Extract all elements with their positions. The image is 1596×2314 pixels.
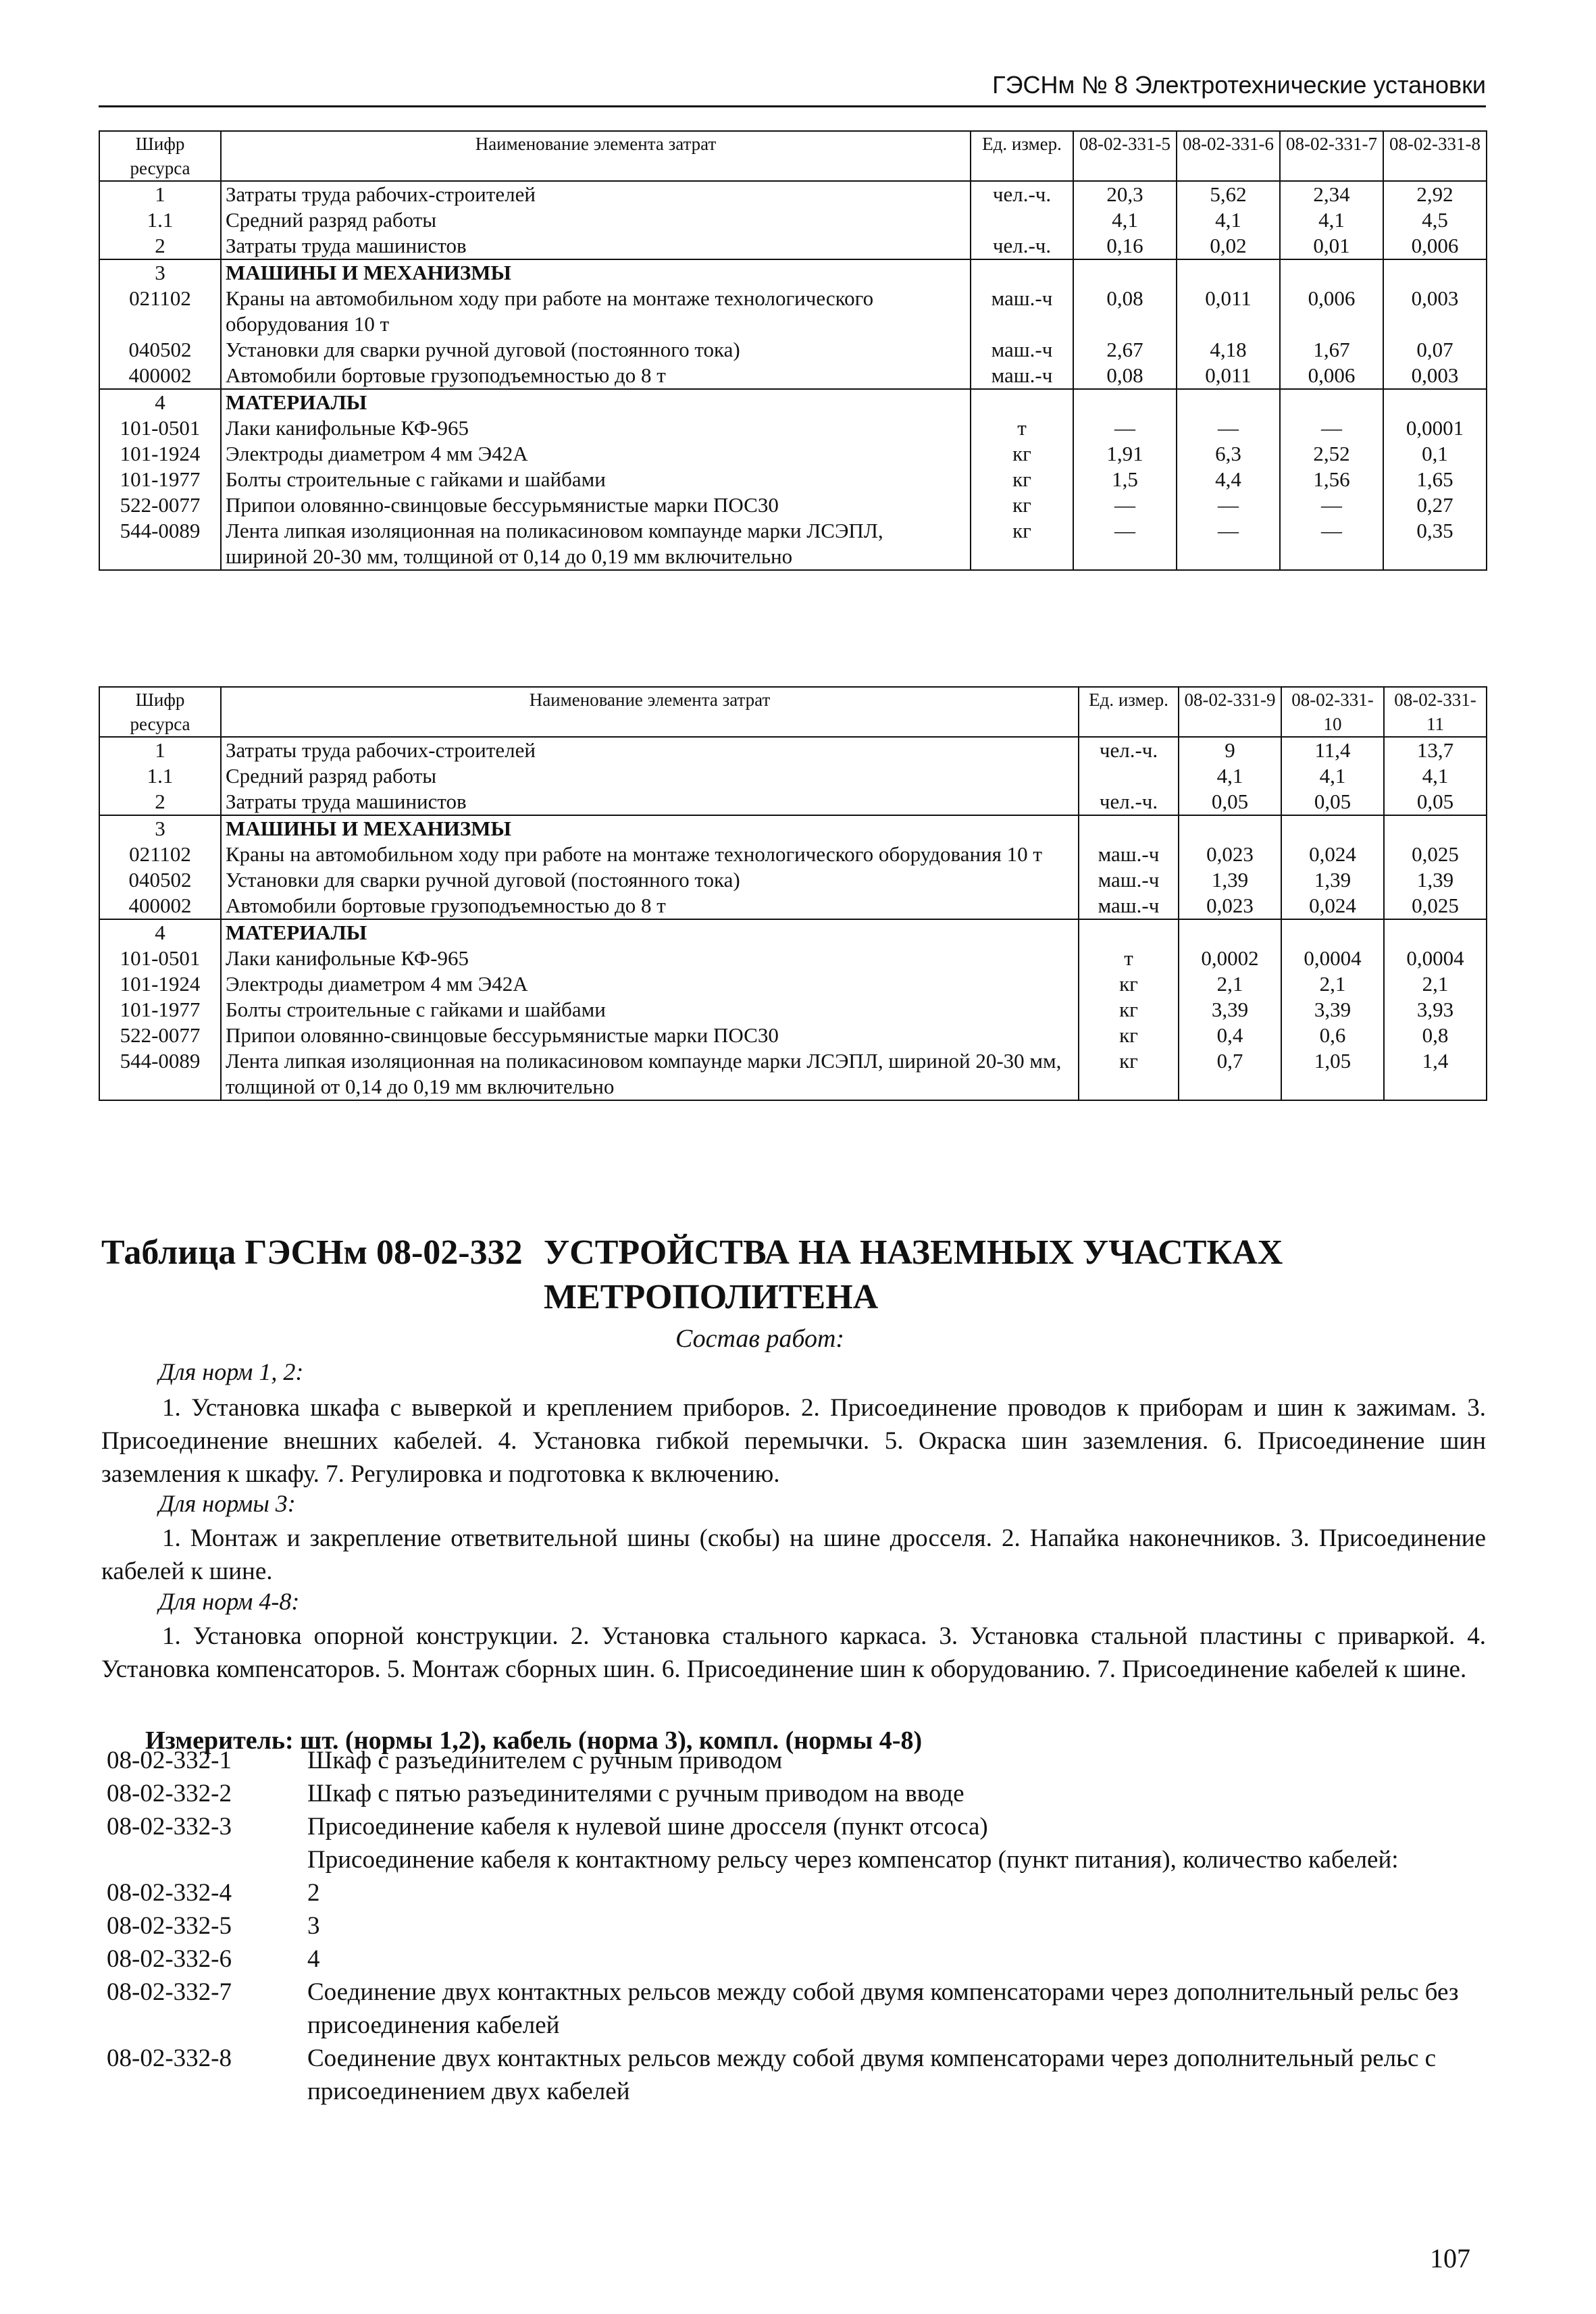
table-row <box>99 389 1487 415</box>
header-code: Шифр ресурса <box>99 687 221 737</box>
resource-value: 20,3 <box>1073 181 1177 207</box>
resource-value: 0,024 <box>1281 893 1384 919</box>
resource-value: 0,4 <box>1179 1023 1281 1048</box>
resource-name: Лента липкая изоляционная на поликасиновом компаунде марки ЛСЭПЛ, шириной 20-30 мм, толщиной от 0,14 до 0,19 мм включительно <box>221 518 971 570</box>
resource-code: 1.1 <box>99 763 221 789</box>
resource-unit: маш.-ч <box>1079 842 1179 867</box>
resource-name: Затраты труда машинистов <box>221 233 971 259</box>
resource-value: 0,1 <box>1383 441 1487 467</box>
resource-value: 0,01 <box>1280 233 1383 259</box>
measure-unit: Измеритель: шт. (нормы 1,2), кабель (норма 3), компл. (нормы 4-8) <box>145 1726 923 1755</box>
resource-value: 0,025 <box>1384 842 1487 867</box>
composition-title: Состав работ: <box>675 1325 845 1353</box>
resource-unit: т <box>971 415 1073 441</box>
header-col: 08-02-331-5 <box>1073 131 1177 181</box>
resource-value: 0,006 <box>1383 233 1487 259</box>
resource-value: 1,39 <box>1384 867 1487 893</box>
resource-unit: чел.-ч. <box>971 181 1073 207</box>
resource-value: 3,39 <box>1179 997 1281 1023</box>
resource-value: — <box>1280 518 1383 570</box>
table-row <box>99 233 1487 259</box>
resource-value <box>1281 919 1384 946</box>
resource-value <box>1383 389 1487 415</box>
header-name: Наименование элемента затрат <box>221 131 971 181</box>
resource-unit <box>971 259 1073 286</box>
resource-value <box>1177 389 1280 415</box>
norm-group-label: Для норм 4-8: <box>159 1588 300 1615</box>
table-row <box>99 363 1487 389</box>
resource-code: 040502 <box>99 337 221 363</box>
resource-value: 0,024 <box>1281 842 1384 867</box>
resource-value: 0,08 <box>1073 363 1177 389</box>
resource-name: Болты строительные с гайками и шайбами <box>221 997 1079 1023</box>
resource-value: 0,011 <box>1177 286 1280 337</box>
resource-value: 0,011 <box>1177 363 1280 389</box>
resource-value: 0,003 <box>1383 286 1487 337</box>
resource-value: 4,1 <box>1177 207 1280 233</box>
table-row <box>99 789 1487 815</box>
resource-value: 1,05 <box>1281 1048 1384 1100</box>
resource-code: 101-1977 <box>99 467 221 492</box>
table-row <box>99 1023 1487 1048</box>
table-row <box>99 763 1487 789</box>
resource-value: — <box>1280 492 1383 518</box>
resource-value <box>1281 815 1384 842</box>
resource-table-331-9-11 <box>99 686 1487 1101</box>
resource-value: 2,1 <box>1384 971 1487 997</box>
resource-unit: чел.-ч. <box>1079 737 1179 763</box>
resource-value <box>1179 919 1281 946</box>
resource-code: 101-0501 <box>99 415 221 441</box>
resource-code: 4 <box>99 919 221 946</box>
table-row <box>99 893 1487 919</box>
resource-value: — <box>1073 415 1177 441</box>
resource-value: 4,4 <box>1177 467 1280 492</box>
resource-value: 11,4 <box>1281 737 1384 763</box>
resource-name: МАТЕРИАЛЫ <box>221 919 1079 946</box>
resource-code: 2 <box>99 233 221 259</box>
resource-value: 4,1 <box>1384 763 1487 789</box>
header-col: 08-02-331-7 <box>1280 131 1383 181</box>
table-row <box>99 946 1487 971</box>
resource-unit: кг <box>1079 1048 1179 1100</box>
table-row <box>99 737 1487 763</box>
resource-unit: маш.-ч <box>971 337 1073 363</box>
norm-description: 2 <box>307 1879 320 1907</box>
norm-code: 08-02-332-4 <box>107 1879 232 1907</box>
table-row <box>99 467 1487 492</box>
running-header: ГЭСНм № 8 Электротехнические установки <box>99 68 1486 107</box>
resource-name: Лаки канифольные КФ-965 <box>221 946 1079 971</box>
resource-value: 1,5 <box>1073 467 1177 492</box>
resource-unit: маш.-ч <box>971 363 1073 389</box>
resource-code: 101-0501 <box>99 946 221 971</box>
page-number: 107 <box>1430 2243 1470 2273</box>
resource-value: 0,05 <box>1179 789 1281 815</box>
resource-value: 0,0001 <box>1383 415 1487 441</box>
resource-name: Затраты труда рабочих-строителей <box>221 181 971 207</box>
norm-description: Присоединение кабеля к контактному рельсу через компенсатор (пункт питания), количество кабелей: <box>307 1846 1399 1874</box>
resource-unit: кг <box>1079 1023 1179 1048</box>
resource-value: 6,3 <box>1177 441 1280 467</box>
resource-name: Краны на автомобильном ходу при работе на монтаже технологического оборудования 10 т <box>221 842 1079 867</box>
resource-code: 2 <box>99 789 221 815</box>
resource-unit: кг <box>971 518 1073 570</box>
norm-group-text: 1. Установка опорной конструкции. 2. Установка стального каркаса. 3. Установка стальной пластины с приваркой. 4. Установка компенсаторов. 5. Монтаж сборных шин. 6. Присоединение шин к оборудованию. 7. Присоединение кабелей к шине. <box>101 1622 1486 1683</box>
resource-value: 0,006 <box>1280 363 1383 389</box>
table-row <box>99 415 1487 441</box>
resource-unit: кг <box>971 492 1073 518</box>
resource-code: 400002 <box>99 893 221 919</box>
resource-name: Электроды диаметром 4 мм Э42А <box>221 971 1079 997</box>
resource-code: 544-0089 <box>99 1048 221 1100</box>
resource-value: 2,92 <box>1383 181 1487 207</box>
resource-code: 3 <box>99 259 221 286</box>
resource-unit: кг <box>1079 971 1179 997</box>
resource-unit: маш.-ч <box>1079 867 1179 893</box>
resource-unit: маш.-ч <box>1079 893 1179 919</box>
resource-value <box>1280 259 1383 286</box>
resource-value: 1,91 <box>1073 441 1177 467</box>
resource-value <box>1073 259 1177 286</box>
norm-description: Шкаф с разъединителем с ручным приводом <box>307 1747 783 1774</box>
resource-value: 0,16 <box>1073 233 1177 259</box>
resource-value: 2,52 <box>1280 441 1383 467</box>
resource-value: 1,67 <box>1280 337 1383 363</box>
resource-value: 3,39 <box>1281 997 1384 1023</box>
resource-value: 0,35 <box>1383 518 1487 570</box>
resource-code: 1 <box>99 737 221 763</box>
resource-unit <box>1079 815 1179 842</box>
resource-value <box>1383 259 1487 286</box>
norm-code: 08-02-332-8 <box>107 2045 232 2072</box>
norm-code: 08-02-332-2 <box>107 1780 232 1807</box>
resource-value <box>1384 919 1487 946</box>
norm-description: Присоединение кабеля к нулевой шине дросселя (пункт отсоса) <box>307 1813 988 1841</box>
header-col: 08-02-331-8 <box>1383 131 1487 181</box>
table-row <box>99 971 1487 997</box>
resource-name: Краны на автомобильном ходу при работе на монтаже технологического оборудования 10 т <box>221 286 971 337</box>
resource-code: 522-0077 <box>99 492 221 518</box>
resource-name: МАШИНЫ И МЕХАНИЗМЫ <box>221 815 1079 842</box>
resource-unit <box>971 207 1073 233</box>
table-row <box>99 492 1487 518</box>
resource-value: 0,0004 <box>1384 946 1487 971</box>
resource-value: 2,1 <box>1179 971 1281 997</box>
norm-code: 08-02-332-5 <box>107 1912 232 1940</box>
resource-name: Припои оловянно-свинцовые бессурьмянистые марки ПОС30 <box>221 1023 1079 1048</box>
resource-unit <box>1079 763 1179 789</box>
resource-unit: маш.-ч <box>971 286 1073 337</box>
resource-name: Автомобили бортовые грузоподъемностью до 8 т <box>221 363 971 389</box>
resource-code: 4 <box>99 389 221 415</box>
resource-value: 0,05 <box>1384 789 1487 815</box>
resource-value: 0,27 <box>1383 492 1487 518</box>
resource-unit: кг <box>971 441 1073 467</box>
table-row <box>99 518 1487 570</box>
resource-unit: кг <box>971 467 1073 492</box>
resource-value: 2,34 <box>1280 181 1383 207</box>
table-row <box>99 842 1487 867</box>
header-unit: Ед. измер. <box>1079 687 1179 737</box>
resource-name: МАШИНЫ И МЕХАНИЗМЫ <box>221 259 971 286</box>
resource-unit <box>971 389 1073 415</box>
resource-value <box>1384 815 1487 842</box>
resource-value: 0,02 <box>1177 233 1280 259</box>
table-row <box>99 867 1487 893</box>
resource-table-331-5-8 <box>99 130 1487 571</box>
resource-value: 0,0002 <box>1179 946 1281 971</box>
header-col: 08-02-331-11 <box>1384 687 1487 737</box>
norm-group-text: 1. Монтаж и закрепление ответвительной шины (скобы) на шине дросселя. 2. Напайка наконечников. 3. Присоединение кабелей к шине. <box>101 1524 1486 1585</box>
resource-value: 0,025 <box>1384 893 1487 919</box>
resource-code: 1.1 <box>99 207 221 233</box>
resource-value: 4,1 <box>1073 207 1177 233</box>
norm-group-label: Для нормы 3: <box>159 1490 296 1517</box>
table-row <box>99 259 1487 286</box>
resource-unit: кг <box>1079 997 1179 1023</box>
resource-value: 9 <box>1179 737 1281 763</box>
norm-description: 4 <box>307 1945 320 1973</box>
resource-value: — <box>1177 518 1280 570</box>
resource-value: 0,07 <box>1383 337 1487 363</box>
resource-name: Автомобили бортовые грузоподъемностью до 8 т <box>221 893 1079 919</box>
table-title: УСТРОЙСТВА НА НАЗЕМНЫХ УЧАСТКАХ МЕТРОПОЛИТЕНА <box>544 1233 1283 1316</box>
resource-name: Электроды диаметром 4 мм Э42А <box>221 441 971 467</box>
resource-value: 2,1 <box>1281 971 1384 997</box>
resource-value: 5,62 <box>1177 181 1280 207</box>
resource-code: 522-0077 <box>99 1023 221 1048</box>
resource-value: 2,67 <box>1073 337 1177 363</box>
resource-value: 0,023 <box>1179 893 1281 919</box>
resource-value: — <box>1280 415 1383 441</box>
norm-description: Соединение двух контактных рельсов между собой двумя компенсаторами через дополнительный рельс без присоединения кабелей <box>307 1978 1459 2039</box>
table-row <box>99 1048 1487 1100</box>
resource-name: Болты строительные с гайками и шайбами <box>221 467 971 492</box>
resource-value: 4,1 <box>1179 763 1281 789</box>
resource-name: Средний разряд работы <box>221 207 971 233</box>
resource-name: Средний разряд работы <box>221 763 1079 789</box>
header-col: 08-02-331-6 <box>1177 131 1280 181</box>
norm-description: Соединение двух контактных рельсов между собой двумя компенсаторами через дополнительный рельс с присоединением двух кабелей <box>307 2045 1437 2105</box>
resource-value: 13,7 <box>1384 737 1487 763</box>
header-col: 08-02-331-10 <box>1281 687 1384 737</box>
resource-value: — <box>1177 492 1280 518</box>
resource-value: 4,18 <box>1177 337 1280 363</box>
resource-value: 4,1 <box>1281 763 1384 789</box>
norm-description: Шкаф с пятью разъединителями с ручным приводом на вводе <box>307 1780 964 1807</box>
norm-code: 08-02-332-7 <box>107 1978 232 2006</box>
resource-name: Затраты труда рабочих-строителей <box>221 737 1079 763</box>
table-label: Таблица ГЭСНм 08-02-332 <box>101 1233 523 1272</box>
table-row <box>99 919 1487 946</box>
resource-value: 0,6 <box>1281 1023 1384 1048</box>
resource-value <box>1073 389 1177 415</box>
resource-code: 021102 <box>99 842 221 867</box>
resource-unit: чел.-ч. <box>971 233 1073 259</box>
resource-value: 0,08 <box>1073 286 1177 337</box>
resource-value: 4,5 <box>1383 207 1487 233</box>
resource-name: Лента липкая изоляционная на поликасиновом компаунде марки ЛСЭПЛ, шириной 20-30 мм, толщиной от 0,14 до 0,19 мм включительно <box>221 1048 1079 1100</box>
resource-code: 040502 <box>99 867 221 893</box>
resource-value: 1,39 <box>1179 867 1281 893</box>
resource-value: 0,006 <box>1280 286 1383 337</box>
resource-unit <box>1079 919 1179 946</box>
resource-code: 544-0089 <box>99 518 221 570</box>
resource-name: МАТЕРИАЛЫ <box>221 389 971 415</box>
resource-name: Установки для сварки ручной дуговой (постоянного тока) <box>221 867 1079 893</box>
norm-code: 08-02-332-3 <box>107 1813 232 1841</box>
resource-name: Припои оловянно-свинцовые бессурьмянистые марки ПОС30 <box>221 492 971 518</box>
resource-value: 0,003 <box>1383 363 1487 389</box>
resource-value: 1,39 <box>1281 867 1384 893</box>
header-name: Наименование элемента затрат <box>221 687 1079 737</box>
table-row <box>99 815 1487 842</box>
norm-group-label: Для норм 1, 2: <box>159 1358 304 1385</box>
table-row <box>99 441 1487 467</box>
norm-code: 08-02-332-1 <box>107 1747 232 1774</box>
resource-code: 021102 <box>99 286 221 337</box>
resource-value: 0,7 <box>1179 1048 1281 1100</box>
table-row <box>99 207 1487 233</box>
resource-value: 0,023 <box>1179 842 1281 867</box>
resource-value: 0,05 <box>1281 789 1384 815</box>
resource-value: 0,8 <box>1384 1023 1487 1048</box>
resource-value: 4,1 <box>1280 207 1383 233</box>
resource-value <box>1177 259 1280 286</box>
resource-value: 1,56 <box>1280 467 1383 492</box>
resource-value <box>1179 815 1281 842</box>
resource-value: 3,93 <box>1384 997 1487 1023</box>
resource-value: 1,4 <box>1384 1048 1487 1100</box>
resource-unit: чел.-ч. <box>1079 789 1179 815</box>
resource-name: Лаки канифольные КФ-965 <box>221 415 971 441</box>
resource-code: 101-1924 <box>99 441 221 467</box>
resource-value: — <box>1073 518 1177 570</box>
norm-description: 3 <box>307 1912 320 1940</box>
header-unit: Ед. измер. <box>971 131 1073 181</box>
resource-value: — <box>1073 492 1177 518</box>
resource-code: 1 <box>99 181 221 207</box>
resource-unit: т <box>1079 946 1179 971</box>
resource-value: — <box>1177 415 1280 441</box>
table-row <box>99 181 1487 207</box>
resource-name: Затраты труда машинистов <box>221 789 1079 815</box>
table-row <box>99 337 1487 363</box>
resource-code: 101-1977 <box>99 997 221 1023</box>
resource-value <box>1280 389 1383 415</box>
norm-group-text: 1. Установка шкафа с выверкой и креплением приборов. 2. Присоединение проводов к приборам и шин к зажимам. 3. Присоединение внешних кабелей. 4. Установка гибкой перемычки. 5. Окраска шин заземления. 6. Присоединение шин заземления к шкафу. 7. Регулировка и подготовка к включению. <box>101 1394 1486 1488</box>
header-code: Шифр ресурса <box>99 131 221 181</box>
header-col: 08-02-331-9 <box>1179 687 1281 737</box>
table-row <box>99 997 1487 1023</box>
resource-code: 400002 <box>99 363 221 389</box>
resource-value: 1,65 <box>1383 467 1487 492</box>
resource-value: 0,0004 <box>1281 946 1384 971</box>
table-row <box>99 286 1487 337</box>
resource-code: 3 <box>99 815 221 842</box>
norm-code: 08-02-332-6 <box>107 1945 232 1973</box>
resource-code: 101-1924 <box>99 971 221 997</box>
resource-name: Установки для сварки ручной дуговой (постоянного тока) <box>221 337 971 363</box>
